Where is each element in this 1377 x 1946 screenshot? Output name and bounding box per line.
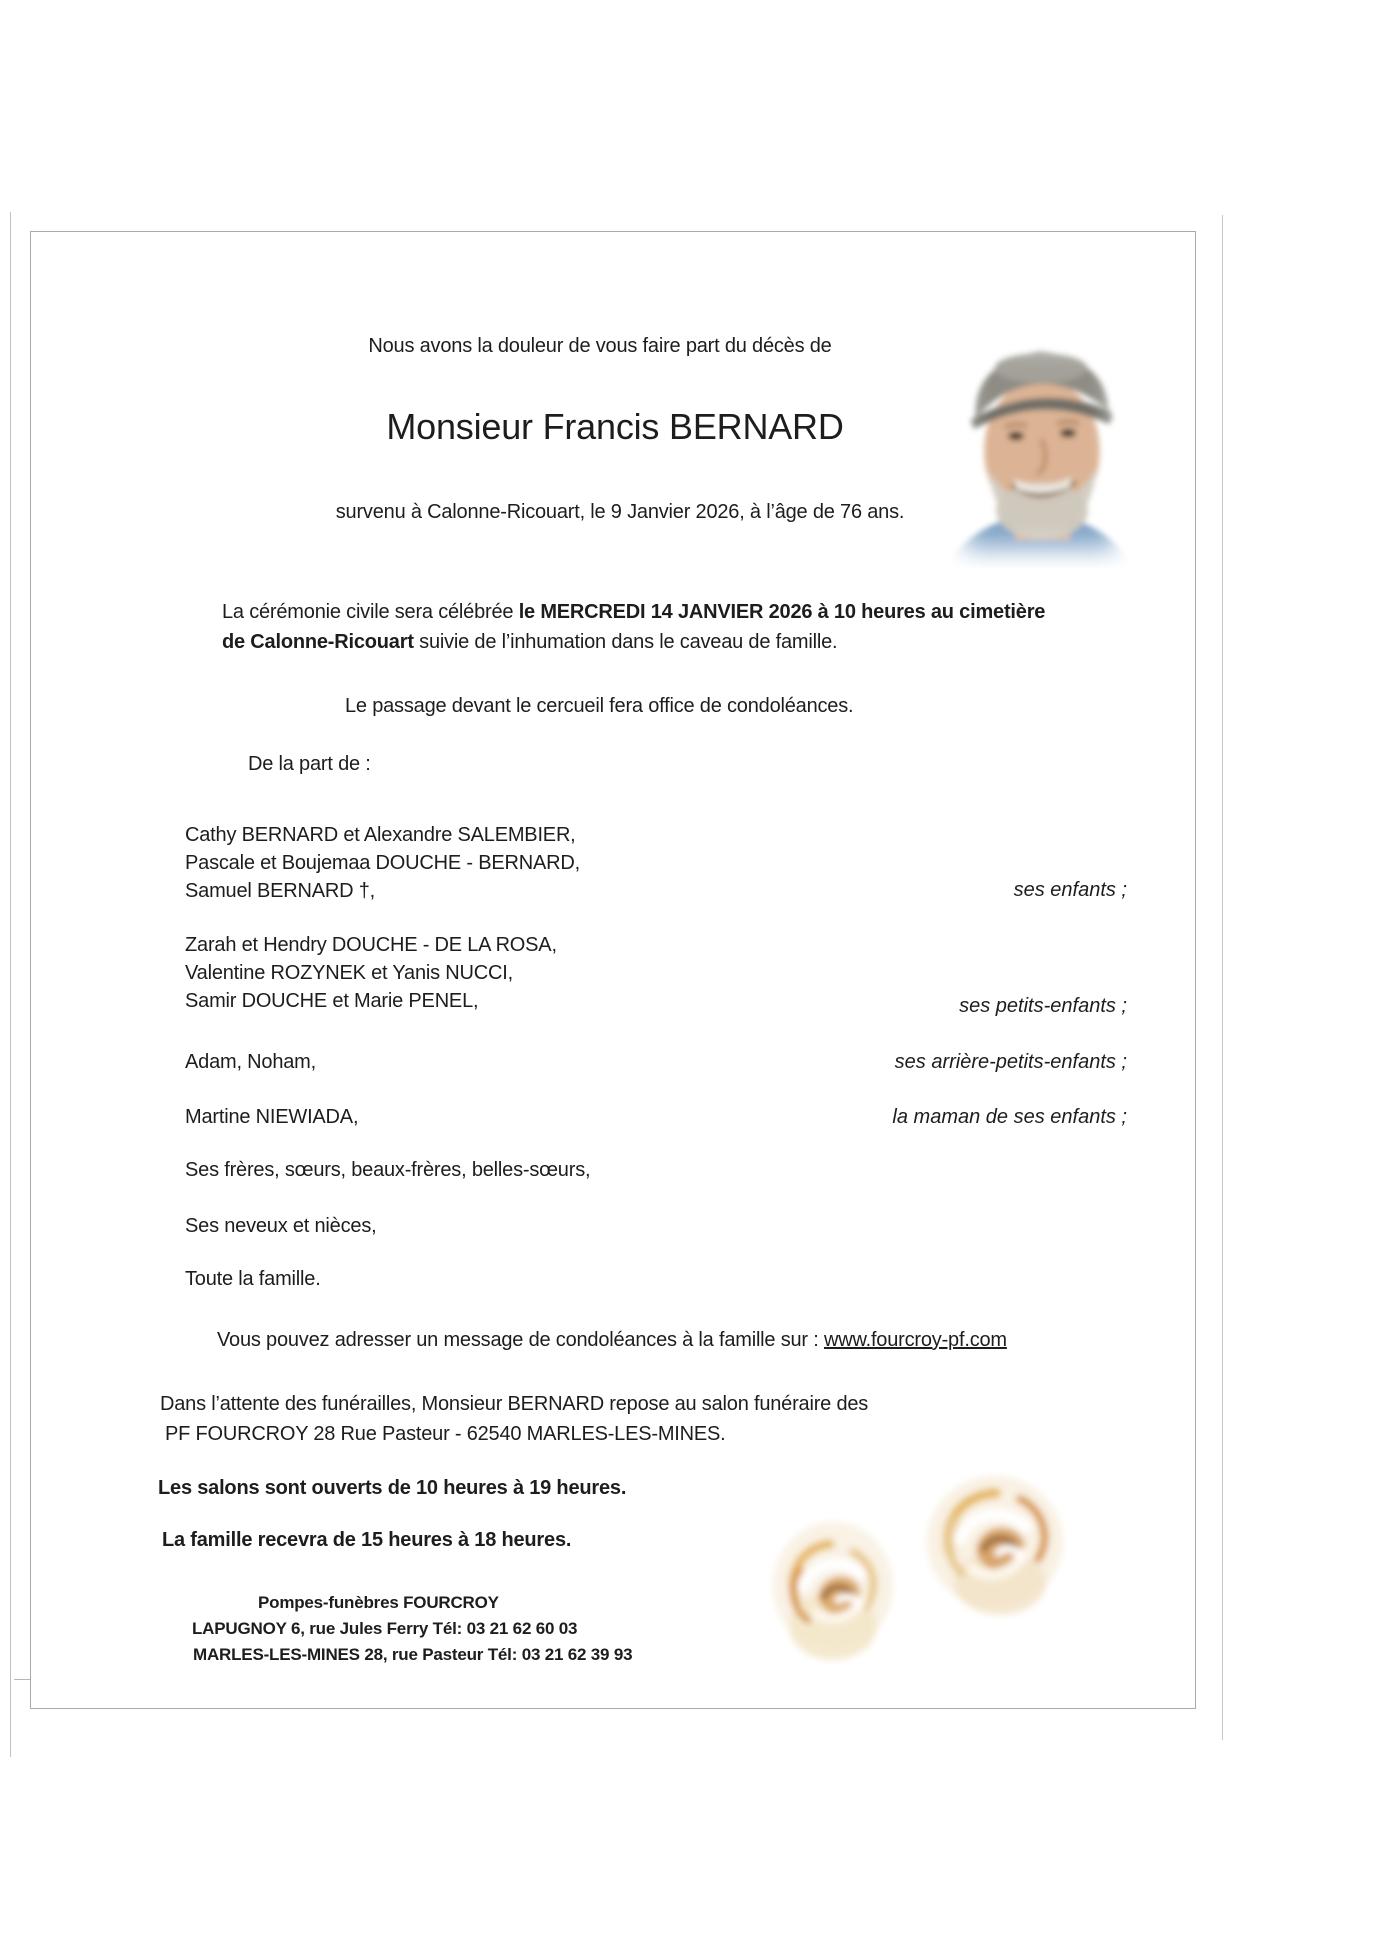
flower-left bbox=[756, 1500, 910, 1669]
relation-label-grandchildren: ses petits-enfants ; bbox=[959, 995, 1127, 1017]
scan-edge-left bbox=[10, 212, 11, 1757]
family-hours-line: La famille recevra de 15 heures à 18 heures. bbox=[162, 1529, 572, 1551]
ceremony-text: La cérémonie civile sera célébrée bbox=[222, 601, 519, 623]
repose-line-2: PF FOURCROY 28 Rue Pasteur - 62540 MARLES-LES-MINES. bbox=[165, 1423, 726, 1445]
funeral-home-address-marles: MARLES-LES-MINES 28, rue Pasteur Tél: 03 21 62 39 93 bbox=[193, 1645, 633, 1664]
family-line: Samuel BERNARD †, bbox=[185, 880, 375, 902]
ceremony-text-2: suivie de l’inhumation dans le caveau de famille. bbox=[413, 631, 838, 653]
relation-label-greatgrandchildren: ses arrière-petits-enfants ; bbox=[894, 1051, 1127, 1073]
family-line: Martine NIEWIADA, bbox=[185, 1106, 359, 1128]
family-group-mother-of-children bbox=[185, 1103, 358, 1131]
ceremony-place-bold: de Calonne-Ricouart bbox=[222, 631, 414, 653]
condolence-website-line bbox=[217, 1328, 1007, 1352]
family-closing-line: Ses neveux et nièces, bbox=[185, 1215, 377, 1237]
ceremony-date-bold: le MERCREDI 14 JANVIER 2026 à 10 heures au cimetière bbox=[518, 601, 1046, 623]
family-line: Samir DOUCHE et Marie PENEL, bbox=[185, 990, 479, 1012]
scan-edge-right bbox=[1222, 215, 1223, 1740]
family-group-children bbox=[185, 821, 580, 905]
death-info: survenu à Calonne-Ricouart, le 9 Janvier 2026, à l’âge de 76 ans. bbox=[335, 501, 905, 523]
family-line: Adam, Noham, bbox=[185, 1051, 316, 1073]
family-line: Valentine ROZYNEK et Yanis NUCCI, bbox=[185, 962, 513, 984]
funeral-home-address-lapugnoy: LAPUGNOY 6, rue Jules Ferry Tél: 03 21 62 60 03 bbox=[192, 1619, 578, 1638]
relation-label-children: ses enfants ; bbox=[1013, 879, 1127, 901]
repose-line-1: Dans l’attente des funérailles, Monsieur BERNARD repose au salon funéraire des bbox=[160, 1393, 869, 1415]
condolence-note: Le passage devant le cercueil fera office de condoléances. bbox=[345, 695, 854, 717]
intro-line: Nous avons la douleur de vous faire part du décès de bbox=[368, 335, 832, 357]
family-group-greatgrandchildren bbox=[185, 1048, 316, 1076]
relation-label-mother-of-children: la maman de ses enfants ; bbox=[892, 1106, 1127, 1128]
from-label: De la part de : bbox=[248, 753, 371, 775]
ceremony-line-2 bbox=[222, 630, 837, 654]
flower-right bbox=[908, 1455, 1082, 1634]
family-line: Zarah et Hendry DOUCHE - DE LA ROSA, bbox=[185, 934, 557, 956]
funeral-home-name: Pompes-funèbres FOURCROY bbox=[258, 1593, 499, 1612]
portrait-photo-elderly-man bbox=[945, 323, 1135, 568]
family-closing-line: Ses frères, sœurs, beaux-frères, belles-sœurs, bbox=[185, 1159, 591, 1181]
family-closing-line: Toute la famille. bbox=[185, 1268, 321, 1290]
deceased-name: Monsieur Francis BERNARD bbox=[386, 406, 844, 447]
condolence-website-text: Vous pouvez adresser un message de condoléances à la famille sur : bbox=[217, 1329, 824, 1351]
family-line: Pascale et Boujemaa DOUCHE - BERNARD, bbox=[185, 852, 580, 874]
family-line: Cathy BERNARD et Alexandre SALEMBIER, bbox=[185, 824, 576, 846]
family-group-grandchildren bbox=[185, 931, 557, 1015]
salon-hours-line: Les salons sont ouverts de 10 heures à 19 heures. bbox=[158, 1477, 627, 1499]
condolence-website-link[interactable]: www.fourcroy-pf.com bbox=[823, 1329, 1007, 1351]
ceremony-line-1 bbox=[222, 600, 1045, 624]
